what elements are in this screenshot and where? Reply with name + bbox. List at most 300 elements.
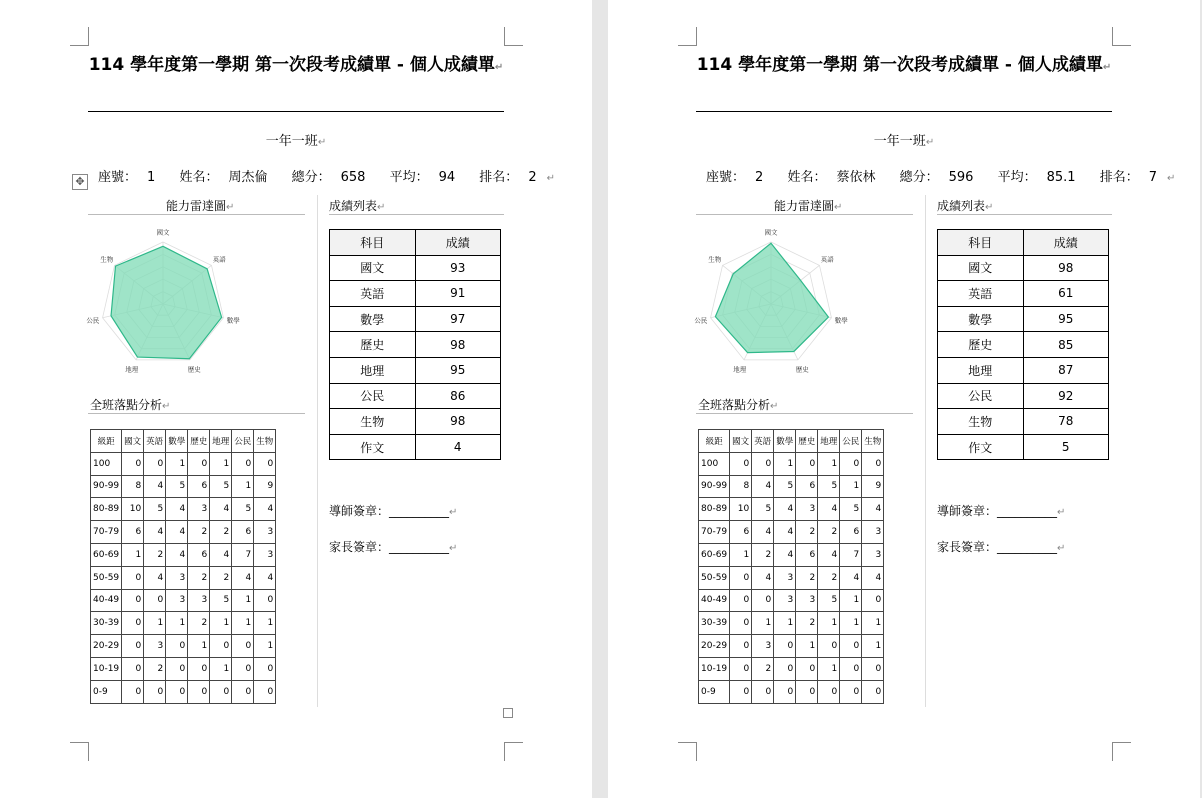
score-table[interactable] <box>329 229 501 460</box>
radar-heading[interactable]: 能力雷達圖↵ <box>166 199 235 213</box>
table-row[interactable] <box>91 657 276 680</box>
distribution-cell: 1 <box>232 589 254 612</box>
distribution-cell: 3 <box>796 498 818 521</box>
table-row[interactable] <box>330 434 501 460</box>
score-table-header-row <box>938 230 1109 256</box>
distribution-cell: 0 <box>144 452 166 475</box>
margin-corner-bottom-left <box>678 742 697 761</box>
distribution-cell: 4 <box>210 543 232 566</box>
distribution-cell: 0 <box>862 680 884 703</box>
distribution-cell: 5 <box>166 475 188 498</box>
distribution-cell: 2 <box>818 521 840 544</box>
teacher-signature-line[interactable]: 導師簽章：__________↵ <box>937 504 1066 518</box>
distribution-cell: 90-99 <box>91 475 122 498</box>
distribution-cell: 0 <box>862 657 884 680</box>
class-distribution-table[interactable] <box>698 429 884 704</box>
teacher-signature-line[interactable]: 導師簽章：__________↵ <box>329 504 458 518</box>
distribution-cell: 0 <box>122 612 144 635</box>
table-row[interactable] <box>938 281 1109 307</box>
score-cell: 87 <box>1023 357 1109 383</box>
distribution-heading[interactable]: 全班落點分析↵ <box>698 398 779 412</box>
subject-cell: 生物 <box>330 409 416 435</box>
distribution-column-header: 公民 <box>840 430 862 453</box>
student-info-line[interactable]: 座號： 1 姓名： 周杰倫 總分： 658 平均： 94 排名： 2 ↵ <box>98 170 555 185</box>
distribution-cell: 3 <box>774 566 796 589</box>
distribution-cell: 0 <box>774 635 796 658</box>
table-resize-handle[interactable] <box>503 708 513 718</box>
table-row[interactable] <box>91 521 276 544</box>
distribution-cell: 0 <box>774 680 796 703</box>
column-separator <box>925 195 926 707</box>
score-cell: 61 <box>1023 281 1109 307</box>
distribution-cell: 2 <box>188 612 210 635</box>
distribution-cell: 6 <box>840 521 862 544</box>
subject-column-header: 科目 <box>938 230 1024 256</box>
distribution-cell: 2 <box>210 566 232 589</box>
table-row[interactable] <box>330 409 501 435</box>
distribution-column-header: 歷史 <box>188 430 210 453</box>
table-move-handle-icon[interactable]: ✥ <box>72 174 88 190</box>
radar-axis-label: 公民 <box>694 316 708 325</box>
distribution-cell: 6 <box>122 521 144 544</box>
subject-cell: 生物 <box>938 409 1024 435</box>
score-table-heading-rule <box>937 214 1112 215</box>
distribution-column-header: 國文 <box>730 430 752 453</box>
distribution-cell: 0 <box>752 589 774 612</box>
distribution-cell: 0 <box>232 635 254 658</box>
distribution-cell: 0 <box>796 452 818 475</box>
subject-cell: 作文 <box>938 434 1024 460</box>
distribution-cell: 4 <box>144 521 166 544</box>
table-row[interactable] <box>699 612 884 635</box>
table-row[interactable] <box>699 475 884 498</box>
distribution-cell: 4 <box>774 543 796 566</box>
distribution-cell: 6 <box>232 521 254 544</box>
distribution-cell: 0 <box>254 657 276 680</box>
distribution-cell: 5 <box>752 498 774 521</box>
distribution-cell: 6 <box>796 543 818 566</box>
distribution-cell: 0 <box>730 566 752 589</box>
table-row[interactable] <box>938 357 1109 383</box>
distribution-cell: 4 <box>774 521 796 544</box>
table-row[interactable] <box>330 281 501 307</box>
distribution-cell: 3 <box>752 635 774 658</box>
radar-heading-rule <box>696 214 913 215</box>
distribution-cell: 0 <box>818 635 840 658</box>
distribution-cell: 3 <box>862 521 884 544</box>
distribution-cell: 0 <box>188 657 210 680</box>
table-row[interactable] <box>91 452 276 475</box>
distribution-cell: 0 <box>730 612 752 635</box>
table-row[interactable] <box>91 566 276 589</box>
distribution-cell: 5 <box>232 498 254 521</box>
distribution-header-row <box>91 430 276 453</box>
distribution-cell: 0 <box>796 657 818 680</box>
distribution-cell: 8 <box>730 475 752 498</box>
score-cell: 98 <box>415 409 501 435</box>
distribution-cell: 2 <box>752 657 774 680</box>
distribution-cell: 70-79 <box>91 521 122 544</box>
distribution-cell: 1 <box>144 612 166 635</box>
radar-axis-label: 英語 <box>212 255 226 264</box>
distribution-cell: 1 <box>210 612 232 635</box>
distribution-cell: 5 <box>210 475 232 498</box>
distribution-cell: 2 <box>144 543 166 566</box>
distribution-cell: 4 <box>840 566 862 589</box>
distribution-cell: 1 <box>254 612 276 635</box>
distribution-cell: 4 <box>166 498 188 521</box>
table-row[interactable] <box>938 383 1109 409</box>
radar-axis-label: 生物 <box>100 255 114 264</box>
distribution-cell: 0 <box>774 657 796 680</box>
distribution-cell: 10-19 <box>699 657 730 680</box>
radar-axis-label: 公民 <box>86 316 100 325</box>
subject-cell: 數學 <box>938 306 1024 332</box>
distribution-cell: 40-49 <box>91 589 122 612</box>
subject-cell: 國文 <box>330 255 416 281</box>
distribution-cell: 0 <box>188 680 210 703</box>
score-column-header: 成績 <box>1023 230 1109 256</box>
distribution-cell: 3 <box>796 589 818 612</box>
distribution-cell: 1 <box>232 475 254 498</box>
average-score: 94 <box>438 170 456 185</box>
distribution-cell: 10-19 <box>91 657 122 680</box>
distribution-cell: 1 <box>840 589 862 612</box>
distribution-cell: 1 <box>862 635 884 658</box>
radar-axis-label: 地理 <box>125 365 139 374</box>
table-row[interactable] <box>330 255 501 281</box>
table-row[interactable] <box>330 306 501 332</box>
score-cell: 95 <box>1023 306 1109 332</box>
student-name: 周杰倫 <box>228 170 268 185</box>
column-separator <box>317 195 318 707</box>
distribution-cell: 5 <box>818 475 840 498</box>
table-row[interactable] <box>699 498 884 521</box>
distribution-cell: 50-59 <box>91 566 122 589</box>
table-row[interactable] <box>938 306 1109 332</box>
parent-signature-line[interactable]: 家長簽章：__________↵ <box>329 540 458 554</box>
report-title[interactable]: 114 學年度第一學期 第一次段考成績單 - 個人成績單↵ <box>696 55 1112 75</box>
distribution-cell: 2 <box>752 543 774 566</box>
table-row[interactable] <box>699 680 884 703</box>
subject-column-header: 科目 <box>330 230 416 256</box>
distribution-cell: 5 <box>840 498 862 521</box>
table-row[interactable] <box>938 332 1109 358</box>
distribution-cell: 6 <box>730 521 752 544</box>
distribution-cell: 5 <box>774 475 796 498</box>
distribution-cell: 0 <box>254 589 276 612</box>
score-column-header: 成績 <box>415 230 501 256</box>
table-row[interactable] <box>699 657 884 680</box>
distribution-cell: 0 <box>122 657 144 680</box>
distribution-cell: 2 <box>188 521 210 544</box>
parent-signature-line[interactable]: 家長簽章：__________↵ <box>937 540 1066 554</box>
radar-axis-label: 英語 <box>820 255 834 264</box>
distribution-cell: 1 <box>862 612 884 635</box>
score-table-heading[interactable]: 成績列表↵ <box>329 199 386 213</box>
table-row[interactable] <box>91 475 276 498</box>
distribution-cell: 6 <box>796 475 818 498</box>
subject-cell: 公民 <box>330 383 416 409</box>
distribution-cell: 4 <box>166 543 188 566</box>
distribution-cell: 4 <box>144 566 166 589</box>
distribution-cell: 5 <box>210 589 232 612</box>
margin-corner-bottom-right <box>1112 742 1131 761</box>
distribution-cell: 0 <box>232 680 254 703</box>
class-name[interactable]: 一年一班↵ <box>873 134 935 149</box>
score-cell: 93 <box>415 255 501 281</box>
score-cell: 98 <box>415 332 501 358</box>
score-table-heading[interactable]: 成績列表↵ <box>937 199 994 213</box>
distribution-cell: 1 <box>188 635 210 658</box>
distribution-cell: 0 <box>232 452 254 475</box>
distribution-cell: 0 <box>752 680 774 703</box>
table-row[interactable] <box>699 635 884 658</box>
table-row[interactable] <box>699 521 884 544</box>
distribution-cell: 5 <box>818 589 840 612</box>
distribution-cell: 2 <box>188 566 210 589</box>
radar-axis-label: 國文 <box>156 228 170 237</box>
distribution-column-header: 歷史 <box>796 430 818 453</box>
distribution-cell: 0 <box>188 452 210 475</box>
distribution-cell: 3 <box>188 589 210 612</box>
table-row[interactable] <box>91 498 276 521</box>
radar-axis-label: 數學 <box>226 316 240 325</box>
table-row[interactable] <box>91 543 276 566</box>
table-row[interactable] <box>938 434 1109 460</box>
score-table-heading-rule <box>329 214 504 215</box>
distribution-cell: 60-69 <box>91 543 122 566</box>
distribution-cell: 0 <box>166 680 188 703</box>
table-row[interactable] <box>699 566 884 589</box>
student-name: 蔡依林 <box>836 170 876 185</box>
subject-cell: 地理 <box>330 357 416 383</box>
distribution-cell: 3 <box>166 589 188 612</box>
distribution-cell: 0 <box>166 635 188 658</box>
distribution-cell: 0 <box>730 589 752 612</box>
margin-corner-top-right <box>1112 27 1131 46</box>
distribution-cell: 0 <box>818 680 840 703</box>
distribution-column-header: 地理 <box>210 430 232 453</box>
distribution-cell: 1 <box>122 543 144 566</box>
distribution-cell: 4 <box>254 566 276 589</box>
score-cell: 5 <box>1023 434 1109 460</box>
distribution-cell: 1 <box>730 543 752 566</box>
radar-axis-label: 歷史 <box>795 365 809 374</box>
document-page-2[interactable] <box>608 0 1200 798</box>
distribution-cell: 1 <box>774 452 796 475</box>
margin-corner-top-right <box>504 27 523 46</box>
score-table[interactable] <box>937 229 1109 460</box>
distribution-cell: 9 <box>254 475 276 498</box>
rank: 7 <box>1148 170 1157 185</box>
distribution-cell: 1 <box>774 612 796 635</box>
distribution-column-header: 地理 <box>818 430 840 453</box>
table-row[interactable] <box>938 409 1109 435</box>
distribution-cell: 0 <box>144 680 166 703</box>
distribution-cell: 3 <box>188 498 210 521</box>
subject-cell: 公民 <box>938 383 1024 409</box>
distribution-cell: 50-59 <box>699 566 730 589</box>
distribution-cell: 8 <box>122 475 144 498</box>
distribution-cell: 0 <box>730 680 752 703</box>
table-row[interactable] <box>91 612 276 635</box>
distribution-cell: 7 <box>232 543 254 566</box>
distribution-heading-rule <box>88 413 305 414</box>
subject-cell: 作文 <box>330 434 416 460</box>
distribution-cell: 0 <box>122 589 144 612</box>
distribution-cell: 0 <box>840 452 862 475</box>
radar-heading-rule <box>88 214 305 215</box>
distribution-cell: 0 <box>752 452 774 475</box>
distribution-cell: 0-9 <box>699 680 730 703</box>
distribution-cell: 2 <box>818 566 840 589</box>
distribution-cell: 1 <box>166 452 188 475</box>
distribution-cell: 0 <box>730 657 752 680</box>
distribution-cell: 1 <box>818 612 840 635</box>
table-row[interactable] <box>330 383 501 409</box>
distribution-cell: 100 <box>699 452 730 475</box>
score-cell: 4 <box>415 434 501 460</box>
ability-radar-chart <box>88 222 238 378</box>
distribution-cell: 80-89 <box>699 498 730 521</box>
distribution-cell: 1 <box>818 657 840 680</box>
margin-corner-top-left <box>70 27 89 46</box>
distribution-column-header: 級距 <box>699 430 730 453</box>
distribution-cell: 4 <box>210 498 232 521</box>
distribution-cell: 0-9 <box>91 680 122 703</box>
score-cell: 97 <box>415 306 501 332</box>
distribution-column-header: 級距 <box>91 430 122 453</box>
distribution-cell: 70-79 <box>699 521 730 544</box>
distribution-cell: 3 <box>774 589 796 612</box>
distribution-cell: 0 <box>862 452 884 475</box>
distribution-cell: 9 <box>862 475 884 498</box>
distribution-cell: 0 <box>210 635 232 658</box>
distribution-cell: 3 <box>254 543 276 566</box>
class-name[interactable]: 一年一班↵ <box>265 134 327 149</box>
distribution-cell: 1 <box>840 612 862 635</box>
subject-cell: 國文 <box>938 255 1024 281</box>
score-cell: 98 <box>1023 255 1109 281</box>
table-row[interactable] <box>330 332 501 358</box>
distribution-column-header: 數學 <box>774 430 796 453</box>
table-row[interactable] <box>938 255 1109 281</box>
report-title[interactable]: 114 學年度第一學期 第一次段考成績單 - 個人成績單↵ <box>88 55 504 75</box>
distribution-cell: 4 <box>166 521 188 544</box>
table-row[interactable] <box>91 589 276 612</box>
distribution-cell: 2 <box>796 612 818 635</box>
distribution-column-header: 國文 <box>122 430 144 453</box>
distribution-cell: 40-49 <box>699 589 730 612</box>
table-row[interactable] <box>91 680 276 703</box>
student-info-line[interactable]: 座號： 2 姓名： 蔡依林 總分： 596 平均： 85.1 排名： 7 ↵ <box>706 170 1176 185</box>
distribution-cell: 10 <box>122 498 144 521</box>
distribution-cell: 4 <box>752 566 774 589</box>
distribution-heading[interactable]: 全班落點分析↵ <box>90 398 171 412</box>
subject-cell: 歷史 <box>938 332 1024 358</box>
distribution-cell: 2 <box>144 657 166 680</box>
document-page-1[interactable] <box>0 0 592 798</box>
score-cell: 91 <box>415 281 501 307</box>
radar-series-area <box>715 243 828 352</box>
distribution-cell: 2 <box>796 521 818 544</box>
distribution-heading-rule <box>696 413 913 414</box>
distribution-cell: 0 <box>122 680 144 703</box>
seat-number: 2 <box>755 170 764 185</box>
distribution-cell: 0 <box>122 635 144 658</box>
distribution-cell: 1 <box>166 612 188 635</box>
distribution-column-header: 生物 <box>254 430 276 453</box>
distribution-header-row <box>699 430 884 453</box>
radar-axis-label: 生物 <box>708 255 722 264</box>
distribution-cell: 80-89 <box>91 498 122 521</box>
total-score: 658 <box>340 170 366 185</box>
distribution-cell: 1 <box>840 475 862 498</box>
distribution-cell: 60-69 <box>699 543 730 566</box>
margin-corner-bottom-right <box>504 742 523 761</box>
class-distribution-table[interactable] <box>90 429 276 704</box>
radar-axis-label: 數學 <box>834 316 848 325</box>
radar-axis-label: 地理 <box>733 365 747 374</box>
subject-cell: 地理 <box>938 357 1024 383</box>
distribution-cell: 4 <box>254 498 276 521</box>
table-row[interactable] <box>330 357 501 383</box>
table-row[interactable] <box>699 543 884 566</box>
distribution-cell: 6 <box>188 475 210 498</box>
distribution-cell: 5 <box>144 498 166 521</box>
title-rule <box>696 111 1112 112</box>
distribution-cell: 4 <box>774 498 796 521</box>
subject-cell: 歷史 <box>330 332 416 358</box>
distribution-cell: 0 <box>122 452 144 475</box>
subject-cell: 數學 <box>330 306 416 332</box>
distribution-cell: 0 <box>232 657 254 680</box>
score-cell: 78 <box>1023 409 1109 435</box>
ability-radar-chart <box>696 222 846 378</box>
distribution-cell: 4 <box>144 475 166 498</box>
distribution-cell: 2 <box>796 566 818 589</box>
table-row[interactable] <box>699 452 884 475</box>
table-row[interactable] <box>91 635 276 658</box>
average-score: 85.1 <box>1046 170 1076 185</box>
score-cell: 86 <box>415 383 501 409</box>
score-table-header-row <box>330 230 501 256</box>
distribution-cell: 10 <box>730 498 752 521</box>
distribution-cell: 1 <box>796 635 818 658</box>
distribution-cell: 20-29 <box>699 635 730 658</box>
distribution-cell: 7 <box>840 543 862 566</box>
table-row[interactable] <box>699 589 884 612</box>
distribution-cell: 0 <box>144 589 166 612</box>
distribution-cell: 20-29 <box>91 635 122 658</box>
distribution-cell: 4 <box>752 475 774 498</box>
distribution-column-header: 英語 <box>752 430 774 453</box>
distribution-cell: 4 <box>862 566 884 589</box>
distribution-cell: 0 <box>840 680 862 703</box>
distribution-column-header: 數學 <box>166 430 188 453</box>
distribution-cell: 2 <box>210 521 232 544</box>
radar-heading[interactable]: 能力雷達圖↵ <box>774 199 843 213</box>
radar-series-area <box>111 246 222 358</box>
distribution-cell: 1 <box>210 452 232 475</box>
distribution-cell: 4 <box>232 566 254 589</box>
score-cell: 92 <box>1023 383 1109 409</box>
distribution-cell: 0 <box>166 657 188 680</box>
distribution-cell: 1 <box>818 452 840 475</box>
score-cell: 85 <box>1023 332 1109 358</box>
distribution-cell: 0 <box>730 452 752 475</box>
